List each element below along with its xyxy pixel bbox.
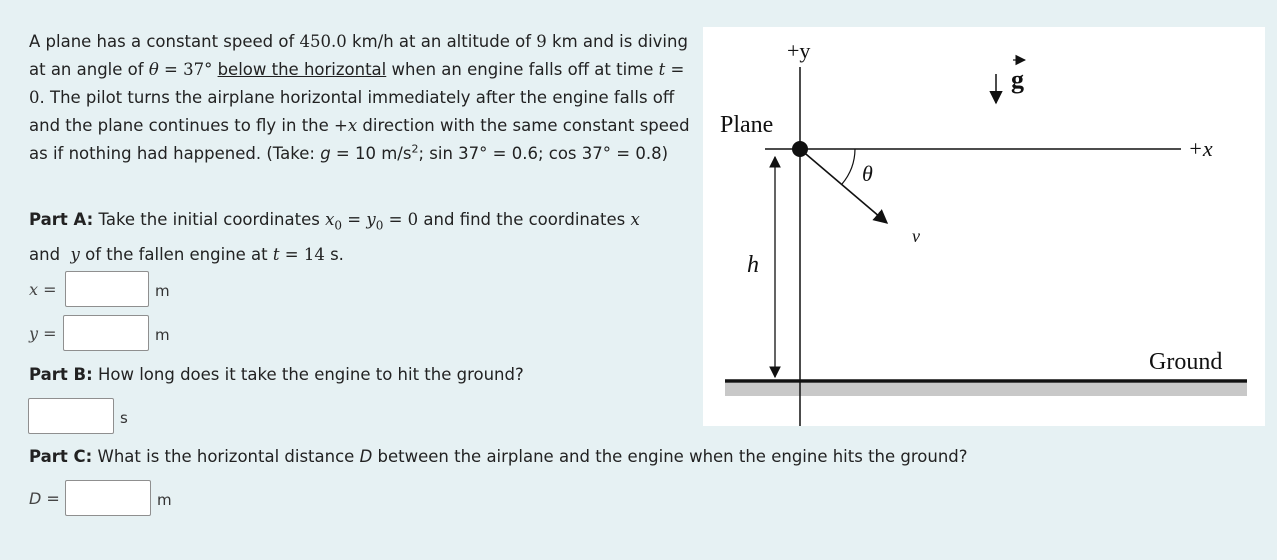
time-unit: s: [120, 409, 128, 427]
problem-text: ; sin 37° = 0.6; cos 37° = 0.8): [418, 144, 669, 163]
y-answer-row: [29, 315, 170, 351]
part-b-question: [29, 362, 524, 388]
x-answer-input[interactable]: [65, 271, 149, 307]
x0-subscript: 0: [334, 218, 343, 233]
problem-text: when an engine falls off at time: [386, 60, 659, 79]
part-b-title: Part B:: [29, 365, 93, 384]
part-a-text: Take the initial coordinates: [93, 210, 326, 229]
theta-label: θ: [862, 161, 873, 186]
problem-text: . The pilot turns the airplane horizontal immediately after the engine falls off and the plane continues to fly in the: [29, 88, 675, 135]
y0-subscript: 0: [375, 218, 384, 233]
time-answer-row: [28, 398, 128, 434]
x-symbol: x: [630, 210, 640, 229]
theta-symbol: θ: [148, 60, 159, 79]
plus-y-label: +y: [787, 38, 811, 63]
part-a-text: s.: [324, 245, 344, 265]
part-a-title: Part A:: [29, 210, 94, 229]
y-unit: m: [155, 326, 170, 344]
speed-value: 450.0: [299, 32, 347, 51]
time-answer-input[interactable]: [28, 398, 114, 434]
part-c-question: [29, 444, 968, 470]
part-b-text: How long does it take the engine to hit the ground?: [92, 365, 524, 384]
x-unit: m: [155, 282, 170, 300]
problem-statement: [29, 28, 701, 168]
x0-symbol: x: [325, 210, 335, 229]
g-label: g: [1011, 65, 1024, 94]
distance-answer-input[interactable]: [65, 480, 151, 516]
angle-arc: [842, 149, 855, 184]
part-c-title: Part C:: [29, 447, 93, 466]
part-c-text: between the airplane and the engine when the engine hits the ground?: [372, 447, 968, 466]
y-answer-input[interactable]: [63, 315, 149, 351]
problem-text: direction with the same constant speed as if nothing had happened. (Take:: [29, 116, 690, 163]
part-a-text: of the fallen engine at: [79, 245, 273, 265]
equals: =: [158, 60, 184, 79]
diagram-panel: [703, 27, 1265, 426]
D-symbol: D: [359, 447, 373, 466]
y0-symbol: y: [366, 210, 376, 229]
plane-label: Plane: [720, 112, 774, 138]
part-a-text: and: [29, 245, 66, 265]
angle-value: 37°: [183, 60, 213, 79]
g-symbol: g: [320, 144, 331, 163]
plus-x-symbol: +x: [334, 116, 358, 135]
plane-dot: [792, 141, 808, 157]
x-answer-label: x =: [29, 279, 57, 299]
h-label: h: [747, 252, 759, 278]
plus-x-label: +x: [1188, 136, 1213, 161]
plane-diagram: [703, 27, 1265, 426]
distance-unit: m: [157, 491, 172, 509]
y-answer-label: y =: [29, 323, 57, 343]
ground-shadow: [725, 383, 1247, 396]
t-zero: = 0: [29, 60, 685, 107]
problem-text: km/h at an altitude of: [346, 32, 537, 51]
ground-label: Ground: [1149, 349, 1223, 375]
y-symbol: y: [70, 245, 80, 265]
below-horizontal-text: below the horizontal: [217, 60, 387, 79]
distance-answer-row: [29, 480, 172, 516]
superscript-2: 2: [411, 142, 419, 156]
problem-text: km and is diving at an angle of: [29, 32, 688, 79]
t-symbol: t: [272, 245, 280, 265]
altitude-value: 9: [536, 32, 547, 51]
distance-answer-label: D =: [29, 488, 60, 508]
t-symbol: t: [658, 60, 666, 79]
equals-zero: = 0: [383, 210, 419, 229]
problem-text: = 10 m/s: [330, 144, 412, 163]
part-c-text: What is the horizontal distance: [92, 447, 360, 466]
equals: =: [342, 210, 367, 229]
problem-text: A plane has a constant speed of: [29, 32, 300, 51]
x-answer-row: [29, 271, 170, 307]
part-a-text: and find the coordinates: [418, 210, 631, 229]
time-value: = 14: [279, 245, 325, 265]
part-a-question: [29, 205, 679, 269]
v-label: v: [912, 226, 920, 246]
velocity-vector: [800, 149, 887, 223]
